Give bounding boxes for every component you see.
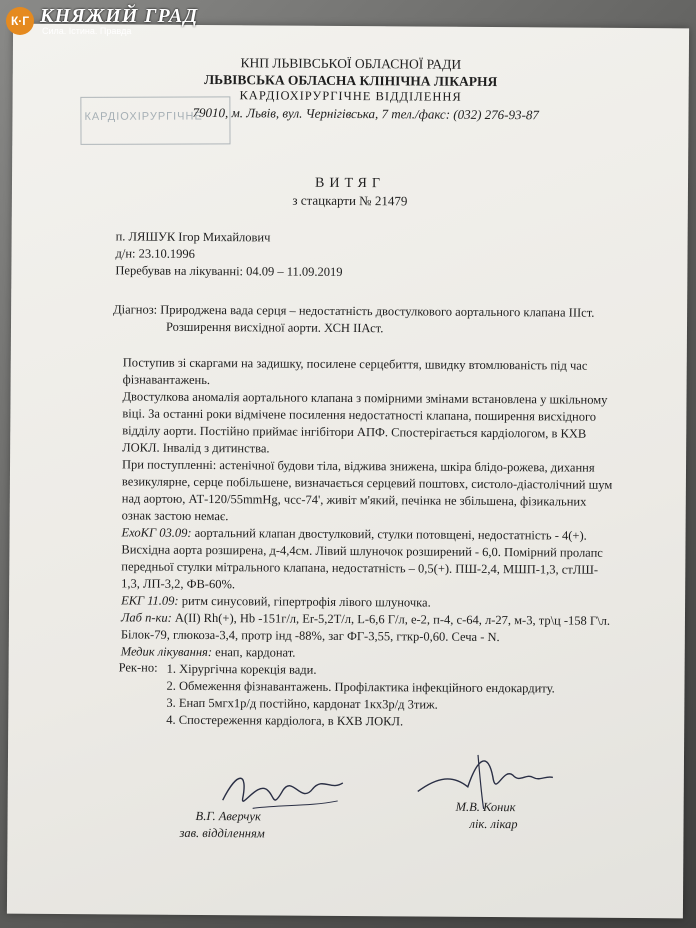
- recommendation-item: 1. Хірургічна корекція вади.: [166, 661, 317, 677]
- body-line: При поступленні: астенічної будови тіла, віджива знижена, шкіра блідо-рожева, дихання: [121, 457, 595, 475]
- patient-dob: д/н: 23.10.1996: [115, 246, 195, 261]
- doc-title: ВИТЯГ: [315, 175, 386, 192]
- recommendation-item: 2. Обмеження фізнавантажень. Профілактика інфекційного ендокардиту.: [166, 678, 555, 696]
- diagnosis-line-2: Розширення висхідної аорти. ХСН IIАст.: [165, 319, 384, 336]
- signature-left-role: зав. відділенням: [179, 825, 265, 841]
- lab-line-2: Білок-79, глюкоза-3,4, протр інд -88%, заг ФГ-3,55, гткр-0,60. Сеча - N.: [120, 627, 500, 645]
- watermark-title: КНЯЖИЙ ГРАД: [40, 5, 199, 27]
- ekg-text: ритм синусовий, гіпертрофія лівого шлуночка.: [178, 593, 431, 610]
- body-line: над аортою, АТ-120/55mmHg, чсс-74', живіт м'який, печінка не збільшена, фізикальних: [121, 491, 587, 509]
- body-line: везикулярне, серце побільшене, визначається серцевий поштовх, систоло-діастолічний шум: [121, 474, 613, 492]
- header-dept: КАРДІОХІРУРГІЧНЕ ВІДДІЛЕННЯ: [239, 88, 462, 104]
- anamnesis: [121, 354, 613, 663]
- watermark-logo: К·Г: [6, 7, 34, 35]
- stamp-text: КАРДІОХІРУРГІЧНЕ: [84, 110, 203, 123]
- echo-line-2: Висхідна аорта розширена, д-4,4см. Лівий шлуночок розширений - 6,0. Помірний пролапс: [121, 542, 603, 560]
- lab-label: Лаб п-ки:: [120, 610, 172, 625]
- echo-label: ЕхоКГ 03.09:: [121, 525, 192, 540]
- ekg-label: ЕКГ 11.09:: [121, 593, 179, 608]
- body-line: ЛОКЛ. Інвалід з дитинства.: [122, 440, 270, 456]
- meds-label: Медик лікування:: [120, 644, 213, 660]
- body-line: віці. За останні роки відмічене посилення недостатності клапана, поширення висхідного: [122, 406, 597, 424]
- watermark-tagline: Сила. Істина. Правда: [42, 26, 132, 36]
- signature-right-name: М.В. Коник: [455, 799, 516, 815]
- header-org: КНП ЛЬВІВСЬКОЇ ОБЛАСНОЇ РАДИ: [240, 55, 462, 72]
- patient-stay: Перебував на лікуванні: 04.09 – 11.09.2019: [115, 263, 343, 279]
- header-address: 79010, м. Львів, вул. Чернігівська, 7 тел./факс: (032) 276-93-87: [192, 104, 539, 123]
- echo-line-3: передньої стулки мітрального клапана, недостатність – 0,5(+). ПШ-2,4, МШП-1,3, стЛШ-: [121, 559, 599, 577]
- header-hospital: ЛЬВІВСЬКА ОБЛАСНА КЛІНІЧНА ЛІКАРНЯ: [204, 71, 498, 90]
- signature-left-name: В.Г. Аверчук: [195, 808, 261, 824]
- echo-line-4: 1,3, ЛП-3,2, ФВ-60%.: [121, 576, 236, 592]
- doc-subtitle: з стацкарти № 21479: [292, 192, 408, 209]
- recommendations-list: [166, 661, 555, 732]
- body-line: відділу аорти. Постійно приймає інгібітори АПФ. Спостерігається кардіологом, в КХВ: [122, 423, 587, 441]
- meds-text: енап, кардонат.: [211, 645, 296, 660]
- document-page: [7, 24, 689, 919]
- recommendation-item: 3. Енап 5мгх1р/д постійно, кардонат 1кх3р/д 3тиж.: [166, 695, 438, 712]
- recommendations-label: Рек-но:: [118, 660, 158, 675]
- body-line: фізнавантажень.: [122, 372, 211, 388]
- body-line: Двостулкова аномалія аортального клапана з помірними змінами встановлена у шкільному: [122, 389, 608, 407]
- lab-text-1: A(II) Rh(+), Hb -151г/л, Er-5,2Т/л, L-6,6 Г/л, е-2, п-4, с-64, л-27, м-3, тр\ц -158 Г\л.: [171, 610, 611, 628]
- body-line: Поступив зі скаргами на задишку, посилене серцебиття, швидку втомлюваність під час: [122, 355, 588, 373]
- signature-right-role: лік. лікар: [469, 816, 518, 832]
- recommendation-item: 4. Спостереження кардіолога, в КХВ ЛОКЛ.: [166, 712, 404, 729]
- watermark: [6, 6, 198, 36]
- body-line: ознак застою немає.: [121, 508, 229, 524]
- diagnosis-line-1: Діагноз: Природжена вада серця – недостатність двостулкового аортального клапана IIIст.: [113, 302, 595, 320]
- echo-text-1: аортальний клапан двостулковий, стулки потовщені, недостатність - 4(+).: [191, 525, 587, 543]
- patient-name: п. ЛЯШУК Ігор Михайлович: [115, 229, 271, 245]
